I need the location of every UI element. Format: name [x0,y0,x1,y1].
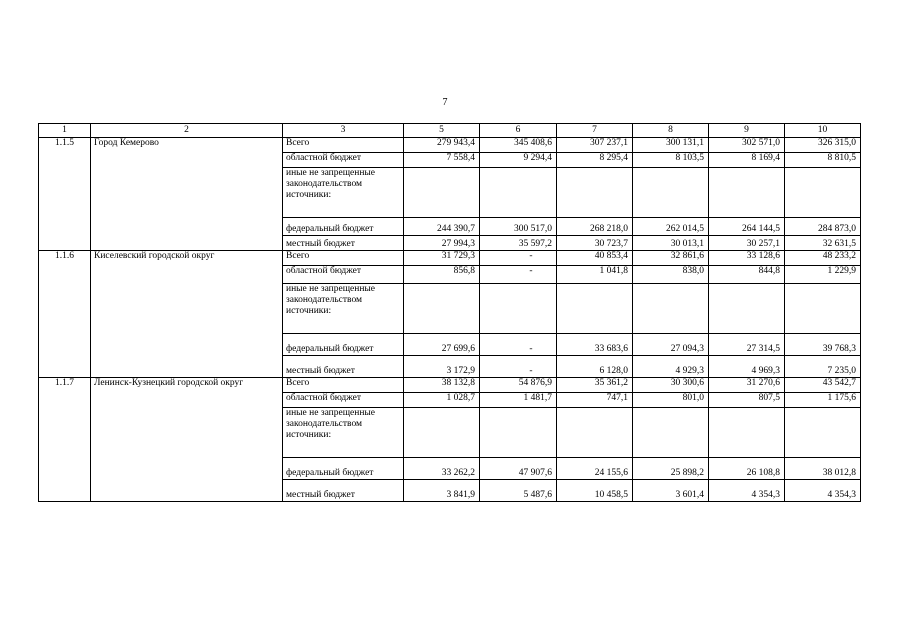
row-code: 1.1.7 [39,378,91,502]
municipality-name: Ленинск-Кузнецкий городской округ [91,378,283,502]
value-cell [785,408,861,458]
value-cell: 5 487,6 [480,480,557,502]
value-cell [404,168,480,218]
value-cell: 48 233,2 [785,251,861,266]
value-cell: 35 597,2 [480,236,557,251]
value-cell: 8 169,4 [709,153,785,168]
value-cell: 326 315,0 [785,138,861,153]
row-code: 1.1.6 [39,251,91,378]
value-cell: - [480,266,557,284]
value-cell: 7 235,0 [785,356,861,378]
value-cell: 838,0 [633,266,709,284]
value-cell [633,168,709,218]
budget-table [38,123,861,502]
value-cell: 33 262,2 [404,458,480,480]
value-cell: 30 723,7 [557,236,633,251]
funding-source-label: Всего [283,251,404,266]
value-cell [557,284,633,334]
funding-source-label: Всего [283,138,404,153]
value-cell [709,408,785,458]
value-cell [785,284,861,334]
header-cell: 7 [557,124,633,138]
value-cell [480,284,557,334]
value-cell: 27 994,3 [404,236,480,251]
funding-source-label: иные не запрещенные законодательством источники: [283,168,404,218]
value-cell: 26 108,8 [709,458,785,480]
value-cell [480,408,557,458]
funding-source-label: федеральный бюджет [283,458,404,480]
value-cell: 244 390,7 [404,218,480,236]
value-cell [480,168,557,218]
table-row [39,378,861,393]
header-cell: 9 [709,124,785,138]
value-cell: 264 144,5 [709,218,785,236]
value-cell: 4 354,3 [785,480,861,502]
value-cell: 35 361,2 [557,378,633,393]
value-cell [785,168,861,218]
value-cell: - [480,334,557,356]
header-cell: 3 [283,124,404,138]
value-cell: 25 898,2 [633,458,709,480]
value-cell: 307 237,1 [557,138,633,153]
value-cell: 3 172,9 [404,356,480,378]
header-cell: 5 [404,124,480,138]
value-cell: 262 014,5 [633,218,709,236]
municipality-name: Киселевский городской округ [91,251,283,378]
value-cell [709,168,785,218]
value-cell: 38 132,8 [404,378,480,393]
value-cell: 1 041,8 [557,266,633,284]
value-cell: 40 853,4 [557,251,633,266]
funding-source-label: иные не запрещенные законодательством источники: [283,284,404,334]
funding-source-label: федеральный бюджет [283,218,404,236]
funding-source-label: местный бюджет [283,236,404,251]
value-cell: 1 229,9 [785,266,861,284]
table-row [39,138,861,153]
value-cell: 32 861,6 [633,251,709,266]
value-cell: 31 729,3 [404,251,480,266]
value-cell: 268 218,0 [557,218,633,236]
value-cell: 38 012,8 [785,458,861,480]
header-cell: 10 [785,124,861,138]
value-cell: 27 314,5 [709,334,785,356]
value-cell: 279 943,4 [404,138,480,153]
value-cell: 9 294,4 [480,153,557,168]
value-cell: 33 128,6 [709,251,785,266]
value-cell: 4 969,3 [709,356,785,378]
funding-source-label: федеральный бюджет [283,334,404,356]
value-cell [709,284,785,334]
funding-source-label: иные не запрещенные законодательством источники: [283,408,404,458]
value-cell: 1 175,6 [785,393,861,408]
table-header-row [39,124,861,138]
row-code: 1.1.5 [39,138,91,251]
value-cell: 24 155,6 [557,458,633,480]
value-cell [633,284,709,334]
value-cell: 807,5 [709,393,785,408]
value-cell: 3 601,4 [633,480,709,502]
value-cell: 39 768,3 [785,334,861,356]
page-number: 7 [442,97,448,108]
value-cell [404,284,480,334]
value-cell: 8 810,5 [785,153,861,168]
value-cell: 801,0 [633,393,709,408]
value-cell: 30 300,6 [633,378,709,393]
value-cell: 7 558,4 [404,153,480,168]
value-cell: 30 013,1 [633,236,709,251]
funding-source-label: Всего [283,378,404,393]
value-cell: 1 481,7 [480,393,557,408]
value-cell: 844,8 [709,266,785,284]
value-cell: 4 354,3 [709,480,785,502]
value-cell: 30 257,1 [709,236,785,251]
value-cell: 300 517,0 [480,218,557,236]
value-cell: 300 131,1 [633,138,709,153]
header-cell: 2 [91,124,283,138]
value-cell: - [480,356,557,378]
value-cell: 345 408,6 [480,138,557,153]
value-cell: 1 028,7 [404,393,480,408]
value-cell: 31 270,6 [709,378,785,393]
value-cell: 284 873,0 [785,218,861,236]
header-cell: 8 [633,124,709,138]
value-cell: 3 841,9 [404,480,480,502]
value-cell: 43 542,7 [785,378,861,393]
value-cell [633,408,709,458]
value-cell: 4 929,3 [633,356,709,378]
value-cell: 10 458,5 [557,480,633,502]
table-row [39,251,861,266]
value-cell: - [480,251,557,266]
value-cell: 33 683,6 [557,334,633,356]
funding-source-label: местный бюджет [283,356,404,378]
value-cell: 27 094,3 [633,334,709,356]
funding-source-label: областной бюджет [283,153,404,168]
value-cell: 6 128,0 [557,356,633,378]
header-cell: 6 [480,124,557,138]
funding-source-label: областной бюджет [283,266,404,284]
funding-source-label: местный бюджет [283,480,404,502]
funding-source-label: областной бюджет [283,393,404,408]
value-cell: 747,1 [557,393,633,408]
value-cell: 8 103,5 [633,153,709,168]
value-cell: 47 907,6 [480,458,557,480]
value-cell: 856,8 [404,266,480,284]
value-cell: 32 631,5 [785,236,861,251]
value-cell [557,168,633,218]
value-cell: 27 699,6 [404,334,480,356]
value-cell: 54 876,9 [480,378,557,393]
header-cell: 1 [39,124,91,138]
value-cell: 8 295,4 [557,153,633,168]
value-cell [404,408,480,458]
municipality-name: Город Кемерово [91,138,283,251]
value-cell [557,408,633,458]
value-cell: 302 571,0 [709,138,785,153]
